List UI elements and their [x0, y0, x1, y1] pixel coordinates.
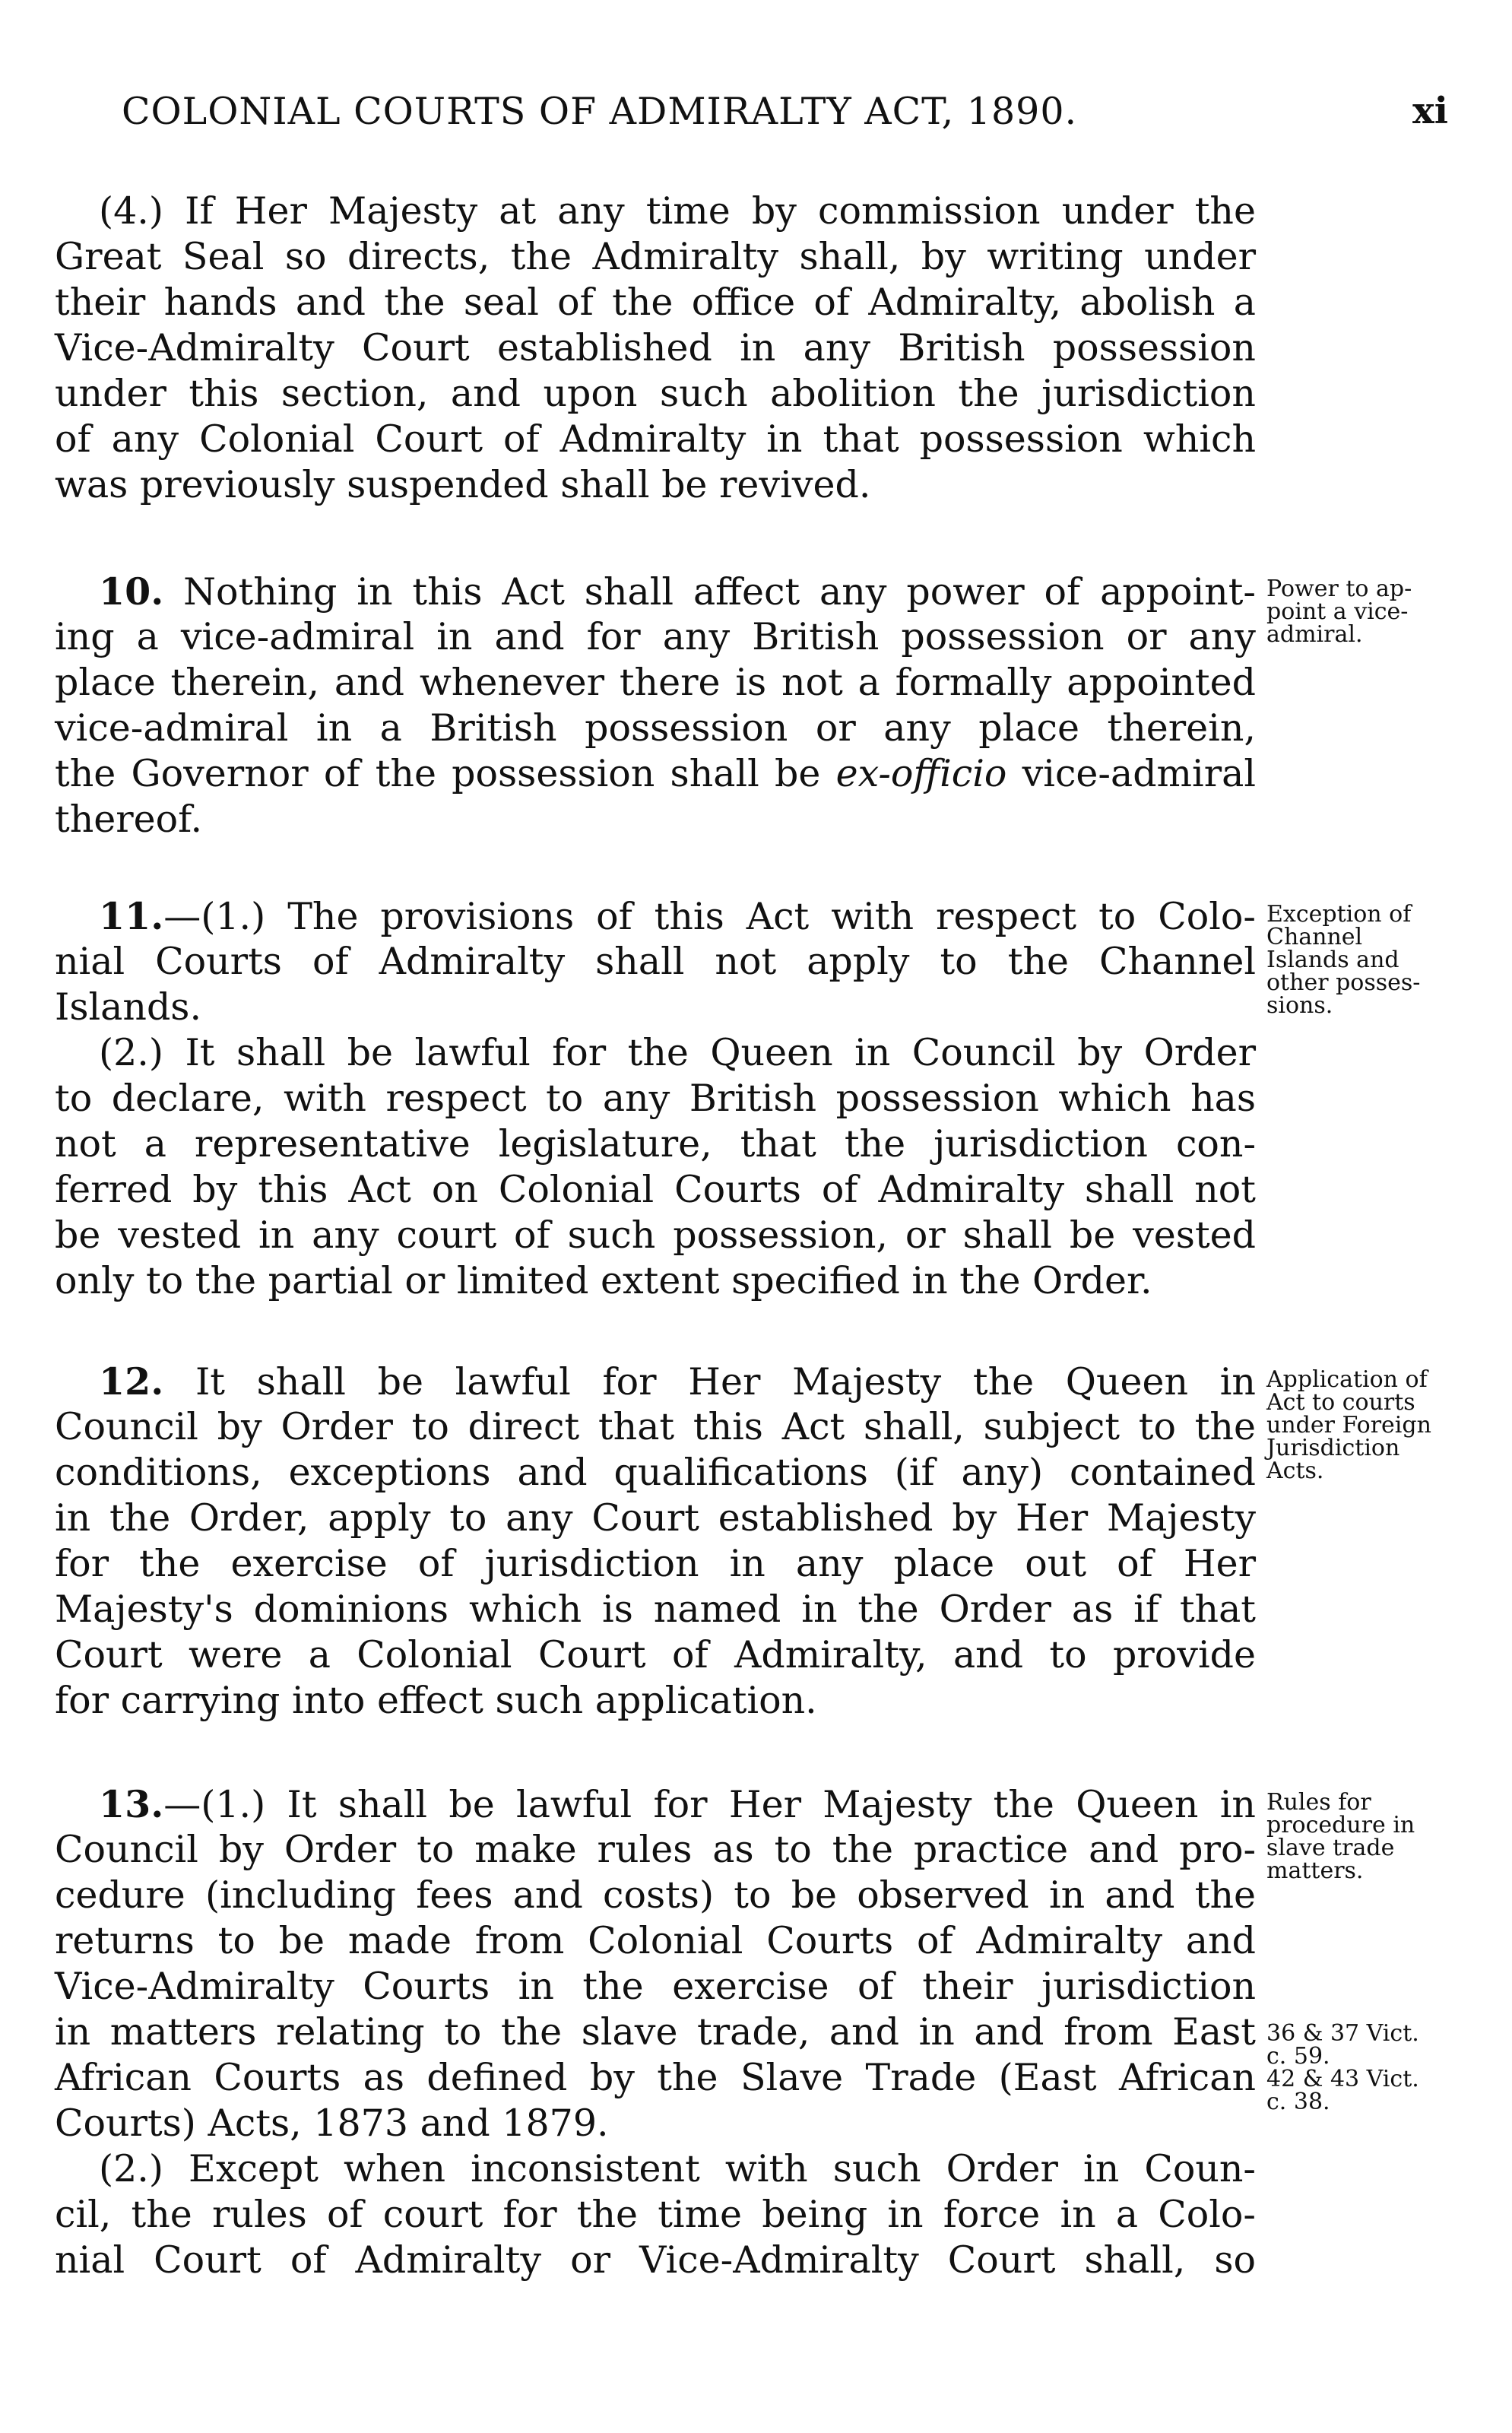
text-line: thereof.: [55, 798, 203, 841]
section-10: [55, 569, 1256, 842]
text-line: Vice-Admiralty Court established in any British possession: [55, 326, 1256, 370]
section-number: 10.: [99, 569, 164, 614]
text-line: for the exercise of jurisdiction in any place out of Her: [55, 1542, 1256, 1585]
text-line: Council by Order to make rules as to the practice and pro-: [55, 1828, 1256, 1871]
marginal-citation-13: 36 & 37 Vict. c. 59. 42 & 43 Vict. c. 38.: [1266, 2020, 1419, 2115]
text-line: 12. It shall be lawful for Her Majesty the Queen in: [99, 1359, 1256, 1404]
text-line: Vice-Admiralty Courts in the exercise of their jurisdiction: [55, 1965, 1256, 2008]
text-line: only to the partial or limited extent specified in the Order.: [55, 1259, 1152, 1302]
text-line: Courts) Acts, 1873 and 1879.: [55, 2102, 609, 2145]
text-line: Islands.: [55, 985, 202, 1029]
section-number: 13.: [99, 1782, 164, 1826]
text-line: in the Order, apply to any Court established by Her Majesty: [55, 1496, 1256, 1540]
text-line: in matters relating to the slave trade, and in and from East: [55, 2010, 1256, 2054]
section-9-subsection-4: [55, 189, 1256, 508]
italic-term: ex-officio: [835, 752, 1007, 795]
text-line: was previously suspended shall be revived.: [55, 463, 871, 506]
text-line: Council by Order to direct that this Act shall, subject to the: [55, 1405, 1256, 1448]
section-number: 11.: [99, 894, 164, 938]
text-line: cil, the rules of court for the time being in force in a Colo-: [55, 2193, 1256, 2236]
text-line: returns to be made from Colonial Courts of Admiralty and: [55, 1919, 1256, 1962]
text-line: 10. Nothing in this Act shall affect any power of appoint-: [99, 569, 1256, 614]
text-line: Majesty's dominions which is named in the Order as if that: [55, 1588, 1256, 1631]
text-line: for carrying into effect such application.: [55, 1679, 817, 1722]
section-11: [55, 893, 1256, 1304]
marginal-note-13: Rules for procedure in slave trade matters.: [1266, 1789, 1415, 1884]
text-line: their hands and the seal of the office of Admiralty, abolish a: [55, 281, 1256, 324]
section-number: 12.: [99, 1359, 164, 1404]
text-line: Great Seal so directs, the Admiralty shall, by writing under: [55, 235, 1256, 278]
text-line: Court were a Colonial Court of Admiralty, and to provide: [55, 1633, 1256, 1676]
section-12: [55, 1359, 1256, 1724]
text-line: African Courts as defined by the Slave Trade (East African: [55, 2056, 1256, 2099]
text-line: (4.) If Her Majesty at any time by commission under the: [99, 189, 1256, 233]
text-line: the Governor of the possession shall be ex-officio vice-admiral: [55, 752, 1256, 795]
text-line: 11.—(1.) The provisions of this Act with respect to Colo-: [99, 894, 1256, 938]
text-line: cedure (including fees and costs) to be observed in and the: [55, 1873, 1256, 1917]
text-line: place therein, and whenever there is not a formally appointed: [55, 661, 1256, 704]
text-line: 13.—(1.) It shall be lawful for Her Majesty the Queen in: [99, 1782, 1256, 1826]
text-line: of any Colonial Court of Admiralty in that possession which: [55, 417, 1256, 461]
marginal-note-12: Application of Act to courts under Foreign Jurisdiction Acts.: [1266, 1366, 1431, 1484]
marginal-note-10: Power to ap- point a vice- admiral.: [1266, 576, 1412, 648]
section-13: [55, 1781, 1256, 2283]
text-line: under this section, and upon such abolition the jurisdiction: [55, 372, 1256, 415]
text-line: vice-admiral in a British possession or any place therein,: [55, 706, 1256, 750]
running-title: COLONIAL COURTS OF ADMIRALTY ACT, 1890.: [122, 90, 1078, 133]
text-line: ferred by this Act on Colonial Courts of Admiralty shall not: [55, 1168, 1256, 1211]
text-line: conditions, exceptions and qualifications (if any) contained: [55, 1451, 1256, 1494]
page-number: xi: [1412, 90, 1448, 132]
text-line: nial Court of Admiralty or Vice-Admiralty Court shall, so: [55, 2238, 1256, 2282]
marginal-note-11: Exception of Channel Islands and other posses- sions.: [1266, 901, 1421, 1019]
text-line: be vested in any court of such possession, or shall be vested: [55, 1213, 1256, 1257]
text-line: (2.) It shall be lawful for the Queen in Council by Order: [99, 1031, 1256, 1074]
running-header: [122, 90, 1448, 151]
text-line: (2.) Except when inconsistent with such Order in Coun-: [99, 2147, 1256, 2190]
text-line: ing a vice-admiral in and for any British possession or any: [55, 615, 1256, 658]
text-line: to declare, with respect to any British possession which has: [55, 1077, 1256, 1120]
text-line: not a representative legislature, that the jurisdiction con-: [55, 1122, 1256, 1166]
text-line: nial Courts of Admiralty shall not apply to the Channel: [55, 940, 1256, 983]
